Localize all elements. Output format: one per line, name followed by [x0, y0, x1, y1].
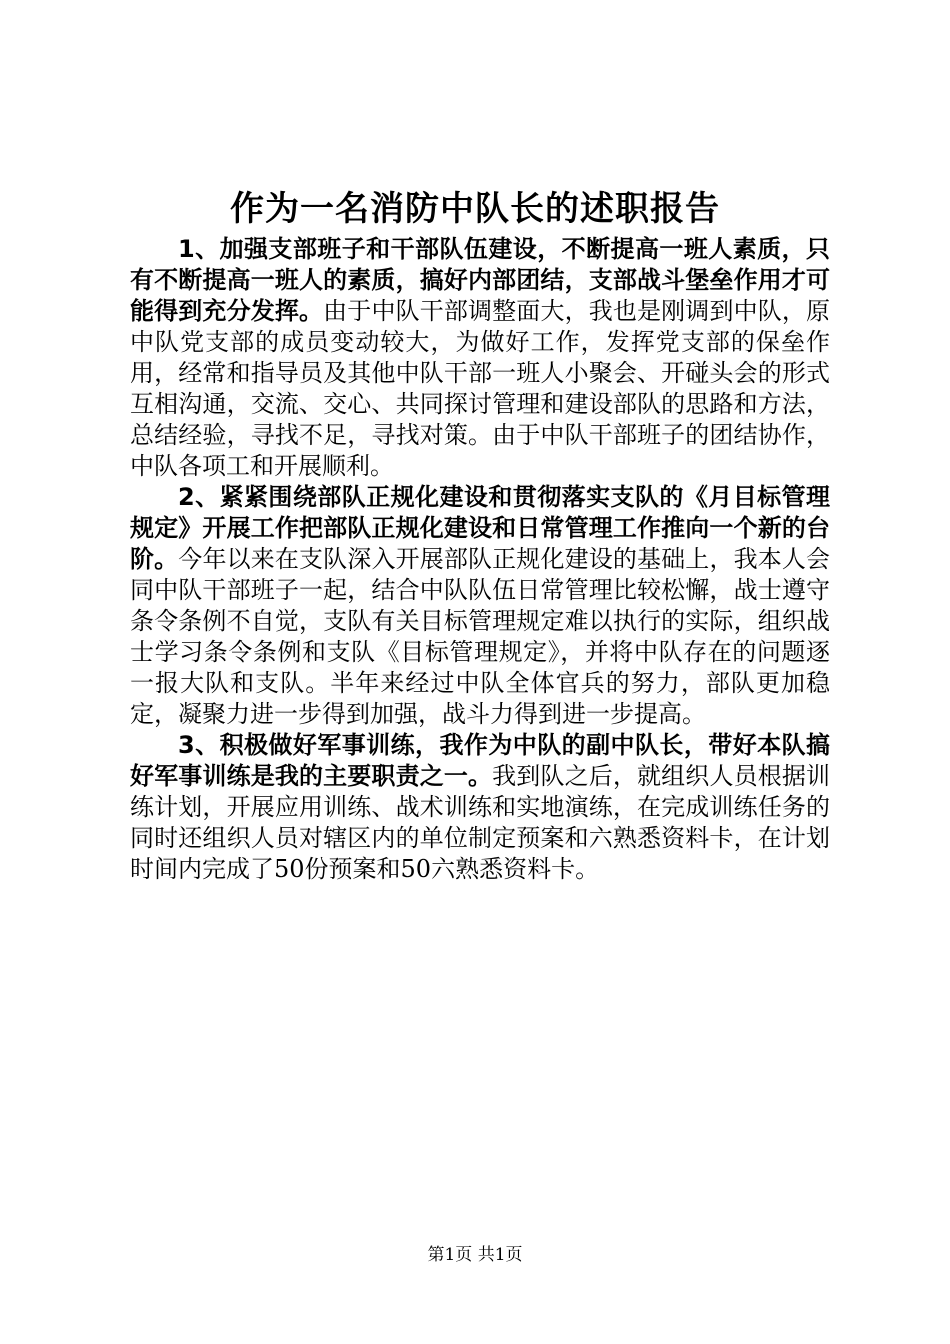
- paragraph-3-lead: 3、积极做好军事训练，我作为中队的副中队长，带好本队搞好军事训练是我的主要职责之一。: [130, 731, 830, 790]
- paragraph-3-text: 我到队之后，就组织人员根据训练计划，开展应用训练、战术训练和实地演练，在完成训练任务的同时还组织人员对辖区内的单位制定预案和六熟悉资料卡，在计划时间内完成了50份预案和50六熟悉资料卡。: [130, 762, 831, 883]
- paragraph-1: [130, 234, 830, 482]
- document-body: [130, 234, 830, 885]
- paragraph-1-text: 由于中队干部调整面大，我也是刚调到中队，原中队党支部的成员变动较大，为做好工作，发挥党支部的保垒作用，经常和指导员及其他中队干部一班人小聚会、开碰头会的形式互相沟通，交流、交心、共同探讨管理和建设部队的思路和方法，总结经验，寻找不足，寻找对策。由于中队干部班子的团结协作，中队各项工和开展顺利。: [130, 297, 831, 480]
- paragraph-2-lead: 2、紧紧围绕部队正规化建设和贯彻落实支队的《月目标管理规定》开展工作把部队正规化建设和日常管理工作推向一个新的台阶。: [130, 483, 830, 573]
- paragraph-2-text: 今年以来在支队深入开展部队正规化建设的基础上，我本人会同中队干部班子一起，结合中队队伍日常管理比较松懈，战士遵守条令条例不自觉，支队有关目标管理规定难以执行的实际，组织战士学习条令条例和支队《目标管理规定》，并将中队存在的问题逐一报大队和支队。半年来经过中队全体官兵的努力，部队更加稳定，凝聚力进一步得到加强，战斗力得到进一步提高。: [130, 545, 831, 728]
- paragraph-3: [130, 730, 830, 885]
- page-footer: 第1页 共1页: [427, 1245, 523, 1265]
- document-title: 作为一名消防中队长的述职报告: [230, 189, 720, 229]
- paragraph-2: [130, 482, 830, 730]
- paragraph-1-lead: 1、加强支部班子和干部队伍建设，不断提高一班人素质，只有不断提高一班人的素质，搞好内部团结，支部战斗堡垒作用才可能得到充分发挥。: [130, 235, 830, 325]
